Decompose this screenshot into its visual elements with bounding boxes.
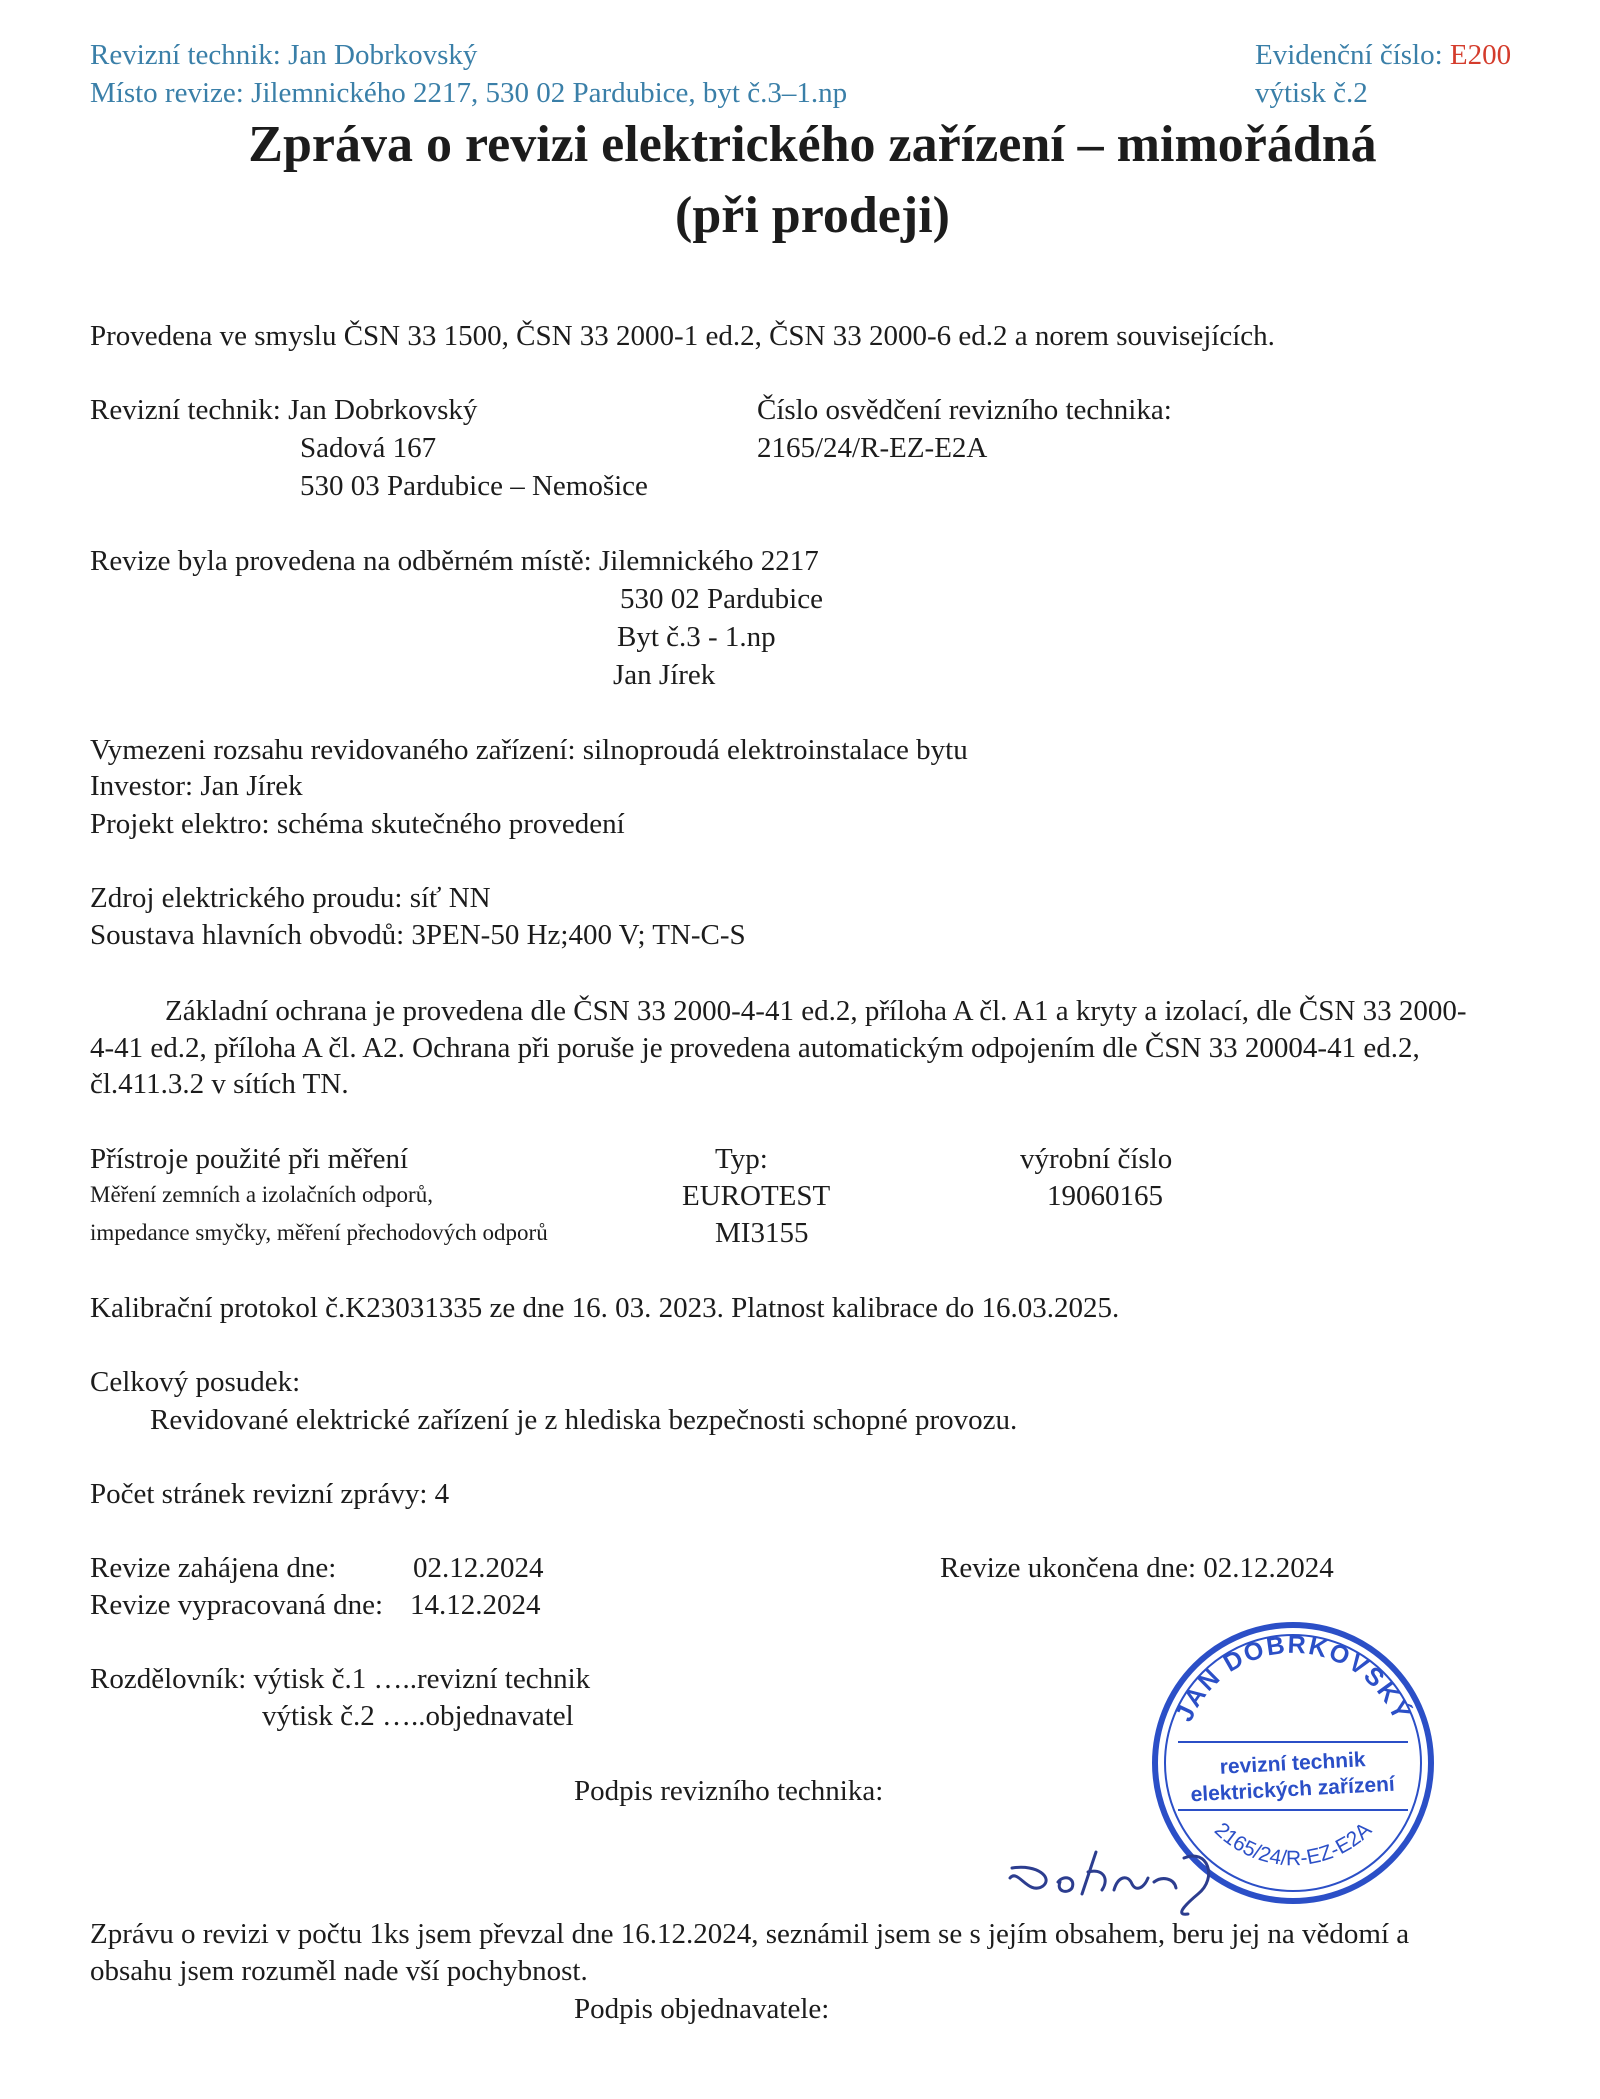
header-copy: výtisk č.2 — [1255, 77, 1368, 109]
place-city: 530 02 Pardubice — [620, 583, 823, 615]
scope-investor: Investor: Jan Jírek — [90, 770, 303, 802]
protection-line-2: 4-41 ed.2, příloha A čl. A2. Ochrana při poruše je provedena automatickým odpojením dle ČSN 33 20004-41 ed.2, — [90, 1032, 1420, 1064]
certificate-number: 2165/24/R-EZ-E2A — [757, 432, 988, 464]
instruments-type-header: Typ: — [715, 1143, 768, 1175]
page-count: Počet stránek revizní zprávy: 4 — [90, 1478, 450, 1510]
instrument-type-1: EUROTEST — [682, 1180, 831, 1212]
protection-line-1: Základní ochrana je provedena dle ČSN 33 2000-4-41 ed.2, příloha A čl. A1 a kryty a izolací, dle ČSN 33 2000- — [165, 995, 1467, 1027]
distribution-line-2: výtisk č.2 …..objednavatel — [262, 1700, 574, 1732]
customer-signature-label: Podpis objednavatele: — [574, 1993, 830, 2025]
handover-line-1: Zprávu o revizi v počtu 1ks jsem převzal dne 16.12.2024, seznámil jsem se s jejím obsahem, beru jej na vědomí a — [90, 1918, 1410, 1950]
start-date-value: 02.12.2024 — [413, 1552, 544, 1584]
protection-line-3: čl.411.3.2 v sítích TN. — [90, 1068, 349, 1100]
stamp-role-2: elektrických zařízení — [1190, 1772, 1396, 1807]
document-subtitle: (při prodeji) — [675, 187, 950, 244]
evidence-label: Evidenční číslo: — [1255, 39, 1443, 71]
supply-system: Soustava hlavních obvodů: 3PEN-50 Hz;400 V; TN-C-S — [90, 919, 746, 951]
place-owner: Jan Jírek — [613, 659, 716, 691]
scope-project: Projekt elektro: schéma skutečného provedení — [90, 808, 625, 840]
handover-line-2: obsahu jsem rozuměl nade vší pochybnost. — [90, 1955, 588, 1987]
technician-name: Revizní technik: Jan Dobrkovský — [90, 394, 478, 426]
processed-date-label: Revize vypracovaná dne: — [90, 1589, 384, 1621]
supply-source: Zdroj elektrického proudu: síť NN — [90, 882, 491, 914]
instrument-desc-2: impedance smyčky, měření přechodových odporů — [90, 1220, 548, 1245]
distribution-line-1: Rozdělovník: výtisk č.1 …..revizní technik — [90, 1663, 591, 1695]
certificate-label: Číslo osvědčení revizního technika: — [757, 394, 1172, 426]
document-title: Zpráva o revizi elektrického zařízení – mimořádná — [248, 116, 1377, 173]
stamp-role-1: revizní technik — [1219, 1748, 1367, 1779]
technician-signature — [998, 1838, 1238, 1918]
instrument-serial: 19060165 — [1047, 1180, 1163, 1212]
place-flat: Byt č.3 - 1.np — [617, 621, 776, 653]
technician-signature-label: Podpis revizního technika: — [574, 1775, 884, 1807]
evidence-number: E200 — [1449, 39, 1512, 71]
instrument-desc-1: Měření zemních a izolačních odporů, — [90, 1182, 433, 1207]
assessment-text: Revidované elektrické zařízení je z hlediska bezpečnosti schopné provozu. — [150, 1404, 1018, 1436]
start-date-label: Revize zahájena dne: — [90, 1552, 337, 1584]
instruments-header: Přístroje použité při měření — [90, 1143, 409, 1175]
technician-street: Sadová 167 — [300, 432, 437, 464]
stamp-name-text: JAN DOBRKOVSKÝ — [1170, 1630, 1416, 1726]
assessment-label: Celkový posudek: — [90, 1366, 301, 1398]
calibration-protocol: Kalibrační protokol č.K23031335 ze dne 16. 03. 2023. Platnost kalibrace do 16.03.2025. — [90, 1292, 1120, 1324]
instruments-serial-header: výrobní číslo — [1020, 1143, 1173, 1175]
stamp-number-text: 2165/24/R-EZ-E2A — [1209, 1818, 1377, 1871]
instrument-type-2: MI3155 — [715, 1217, 809, 1249]
end-date: Revize ukončena dne: 02.12.2024 — [940, 1552, 1334, 1584]
processed-date-value: 14.12.2024 — [410, 1589, 541, 1621]
scope-range: Vymezeni rozsahu revidovaného zařízení: silnoproudá elektroinstalace bytu — [90, 734, 968, 766]
header-place: Místo revize: Jilemnického 2217, 530 02 Pardubice, byt č.3–1.np — [90, 77, 848, 109]
place-label: Revize byla provedena na odběrném místě: Jilemnického 2217 — [90, 545, 819, 577]
header-evidence — [1255, 37, 1511, 73]
technician-city: 530 03 Pardubice – Nemošice — [300, 470, 648, 502]
intro-standards: Provedena ve smyslu ČSN 33 1500, ČSN 33 2000-1 ed.2, ČSN 33 2000-6 ed.2 a norem souvisejících. — [90, 320, 1275, 352]
header-technician: Revizní technik: Jan Dobrkovský — [90, 39, 478, 71]
